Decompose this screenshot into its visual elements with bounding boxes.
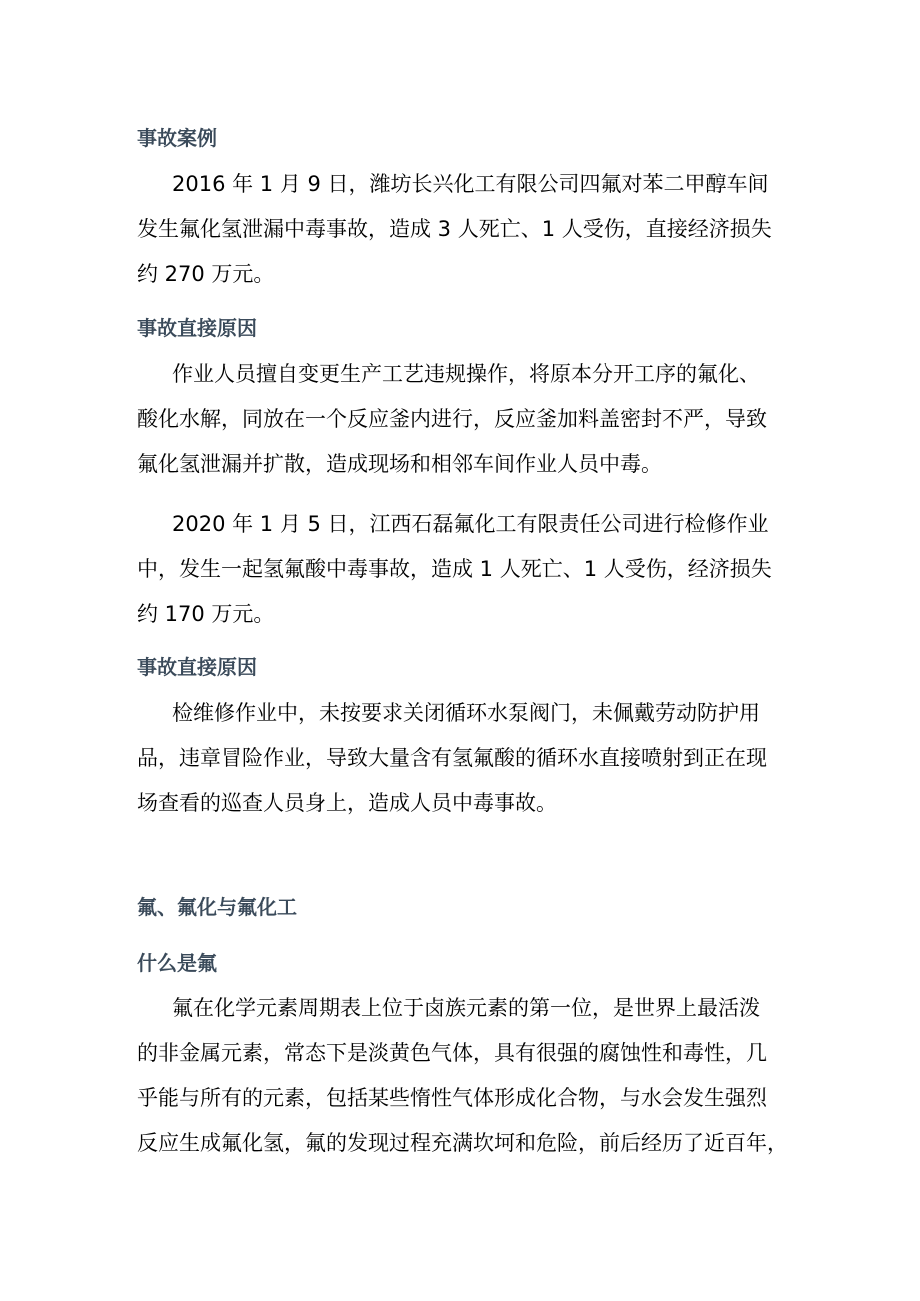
paragraph-case-2016 bbox=[137, 162, 787, 297]
text-line: 品，违章冒险作业，导致大量含有氢氟酸的循环水直接喷射到正在现 bbox=[137, 746, 767, 770]
text-line: 2020 年 1 月 5 日，江西石磊氟化工有限责任公司进行检修作业 bbox=[172, 512, 769, 536]
text-line: 氟化氢泄漏并扩散，造成现场和相邻车间作业人员中毒。 bbox=[137, 452, 662, 476]
text-line: 氟在化学元素周期表上位于卤族元素的第一位，是世界上最活泼 bbox=[172, 996, 760, 1020]
paragraph-cause-2020 bbox=[137, 691, 787, 826]
text-line: 场查看的巡查人员身上，造成人员中毒事故。 bbox=[137, 791, 557, 815]
text-line: 2016 年 1 月 9 日，潍坊长兴化工有限公司四氟对苯二甲醇车间 bbox=[172, 172, 769, 196]
heading-accident-cases: 事故案例 bbox=[137, 126, 217, 150]
paragraph-fluorine-intro bbox=[137, 986, 787, 1166]
text-line: 的非金属元素，常态下是淡黄色气体，具有很强的腐蚀性和毒性，几 bbox=[137, 1041, 767, 1065]
text-line: 约 270 万元。 bbox=[137, 262, 275, 286]
text-line: 作业人员擅自变更生产工艺违规操作，将原本分开工序的氟化、 bbox=[172, 362, 760, 386]
heading-what-is-fluorine: 什么是氟 bbox=[137, 951, 217, 975]
text-line: 酸化水解，同放在一个反应釜内进行，反应釜加料盖密封不严，导致 bbox=[137, 407, 767, 431]
paragraph-cause-2016 bbox=[137, 352, 787, 487]
text-line: 中，发生一起氢氟酸中毒事故，造成 1 人死亡、1 人受伤，经济损失 bbox=[137, 557, 772, 581]
paragraph-case-2020 bbox=[137, 502, 787, 637]
text-line: 检维修作业中，未按要求关闭循环水泵阀门，未佩戴劳动防护用 bbox=[172, 701, 760, 725]
heading-direct-cause-2: 事故直接原因 bbox=[137, 655, 257, 679]
text-line: 发生氟化氢泄漏中毒事故，造成 3 人死亡、1 人受伤，直接经济损失 bbox=[137, 217, 772, 241]
text-line: 反应生成氟化氢，氟的发现过程充满坎坷和危险，前后经历了近百年， bbox=[137, 1131, 788, 1155]
heading-fluorine-chemistry: 氟、氟化与氟化工 bbox=[137, 895, 297, 919]
heading-direct-cause-1: 事故直接原因 bbox=[137, 316, 257, 340]
text-line: 约 170 万元。 bbox=[137, 602, 275, 626]
text-line: 乎能与所有的元素，包括某些惰性气体形成化合物，与水会发生强烈 bbox=[137, 1086, 767, 1110]
